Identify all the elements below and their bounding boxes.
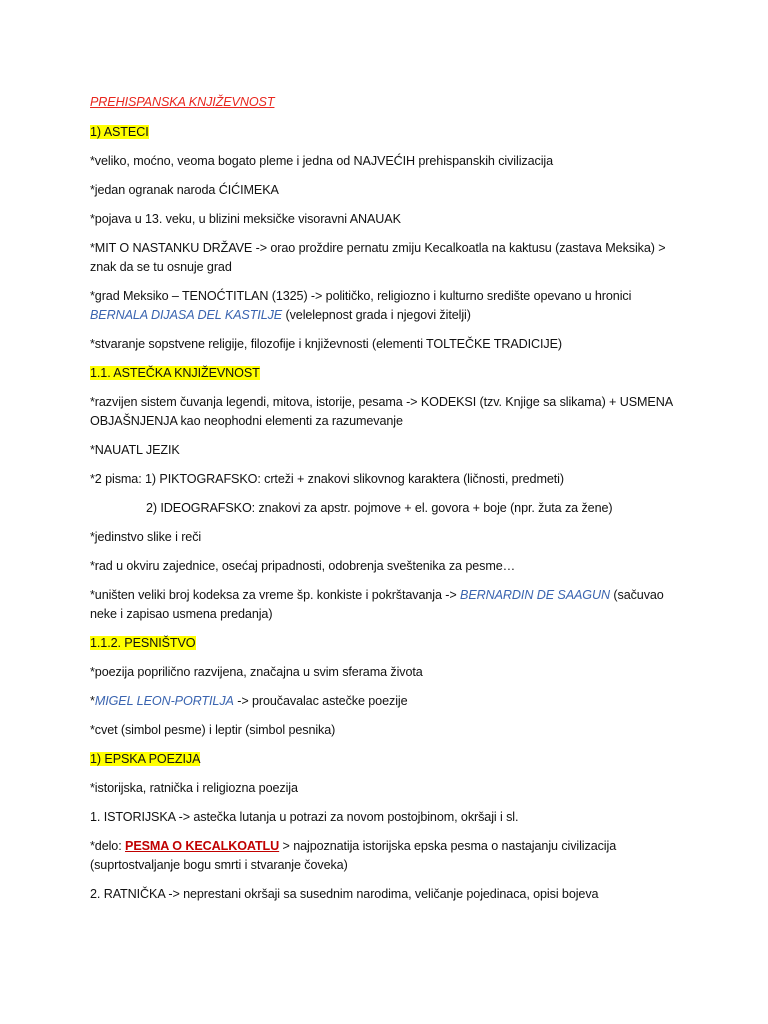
paragraph-19-post: > najpoznatija istorijska epska pesma o nastajanju civilizacija [279,839,617,853]
paragraph-12: *rad u okviru zajednice, osećaj pripadnosti, odobrenja sveštenika za pesme… [90,559,516,573]
heading-knjizevnost-text: 1.1. ASTEČKA KNJIŽEVNOST [90,366,260,380]
author-name-saagun: BERNARDIN DE SAAGUN [460,588,610,602]
author-name-portilja: MIGEL LEON-PORTILJA [94,694,234,708]
heading-pesnistvo [90,635,196,651]
paragraph-19-pre: *delo: [90,839,126,853]
paragraph-6: *stvaranje sopstvene religije, filozofije i književnosti (elementi TOLTEČKE TRADICIJE) [90,337,563,351]
heading-asteci-text: 1) ASTECI [90,125,149,139]
paragraph-19-line-1 [90,838,616,854]
paragraph-17: *istorijska, ratnička i religiozna poezija [90,781,298,795]
heading-pesnistvo-text: 1.1.2. PESNIŠTVO [90,636,196,650]
paragraph-15-pre: * [90,694,95,708]
paragraph-5-line-1: *grad Meksiko – TENOĆTITLAN (1325) -> političko, religiozno i kulturno središte opevano u hronici [90,289,632,303]
paragraph-8: *NAUATL JEZIK [90,443,180,457]
paragraph-13-line-2: neke i zapisao usmena predanja) [90,607,273,621]
heading-epska [90,751,200,767]
paragraph-7-line-1: *razvijen sistem čuvanja legendi, mitova, istorije, pesama -> KODEKSI (tzv. Knjige sa slikama) + USMENA [90,395,673,409]
paragraph-11: *jedinstvo slike i reči [90,530,202,544]
title-text: PREHISPANSKA KNJIŽEVNOST [90,95,275,109]
paragraph-13-post: (sačuvao [610,588,664,602]
paragraph-4-line-1: *MIT O NASTANKU DRŽAVE -> orao proždire pernatu zmiju Kecalkoatla na kaktusu (zastava Meksika) > [90,241,666,255]
heading-knjizevnost [90,365,260,381]
paragraph-10: 2) IDEOGRAFSKO: znakovi za apstr. pojmove + el. govora + boje (npr. žuta za žene) [146,501,613,515]
paragraph-13-line-1 [90,587,664,603]
heading-asteci [90,124,149,140]
work-title-kecalkoatl: PESMA O KECALKOATLU [125,839,280,853]
paragraph-2: *jedan ogranak naroda ĆIĆIMEKA [90,183,279,197]
heading-epska-text: 1) EPSKA POEZIJA [90,752,201,766]
paragraph-16: *cvet (simbol pesme) i leptir (simbol pesnika) [90,723,336,737]
paragraph-20: 2. RATNIČKA -> neprestani okršaji sa susednim narodima, veličanje pojedinaca, opisi bojeva [90,887,599,901]
paragraph-3: *pojava u 13. veku, u blizini meksičke visoravni ANAUAK [90,212,401,226]
paragraph-13-pre: *uništen veliki broj kodeksa za vreme šp. konkiste i pokrštavanja -> [90,588,461,602]
paragraph-5-line-2 [90,307,471,323]
paragraph-4-line-2: znak da se tu osnuje grad [90,260,232,274]
paragraph-9: *2 pisma: 1) PIKTOGRAFSKO: crteži + znakovi slikovnog karaktera (ličnosti, predmeti) [90,472,564,486]
paragraph-18: 1. ISTORIJSKA -> astečka lutanja u potrazi za novom postojbinom, okršaji i sl. [90,810,519,824]
paragraph-7-line-2: OBJAŠNJENJA kao neophodni elementi za razumevanje [90,414,403,428]
paragraph-15-post: -> proučavalac astečke poezije [233,694,408,708]
paragraph-19-line-2: (suprtostvaljanje bogu smrti i stvaranje čoveka) [90,858,348,872]
paragraph-1: *veliko, moćno, veoma bogato pleme i jedna od NAJVEĆIH prehispanskih civilizacija [90,154,553,168]
document-title [90,94,274,110]
paragraph-5-rest: (velelepnost grada i njegovi žitelji) [282,308,471,322]
author-name-bernal: BERNALA DIJASA DEL KASTILJE [90,308,283,322]
paragraph-15 [90,693,408,709]
paragraph-14: *poezija poprilično razvijena, značajna u svim sferama života [90,665,423,679]
